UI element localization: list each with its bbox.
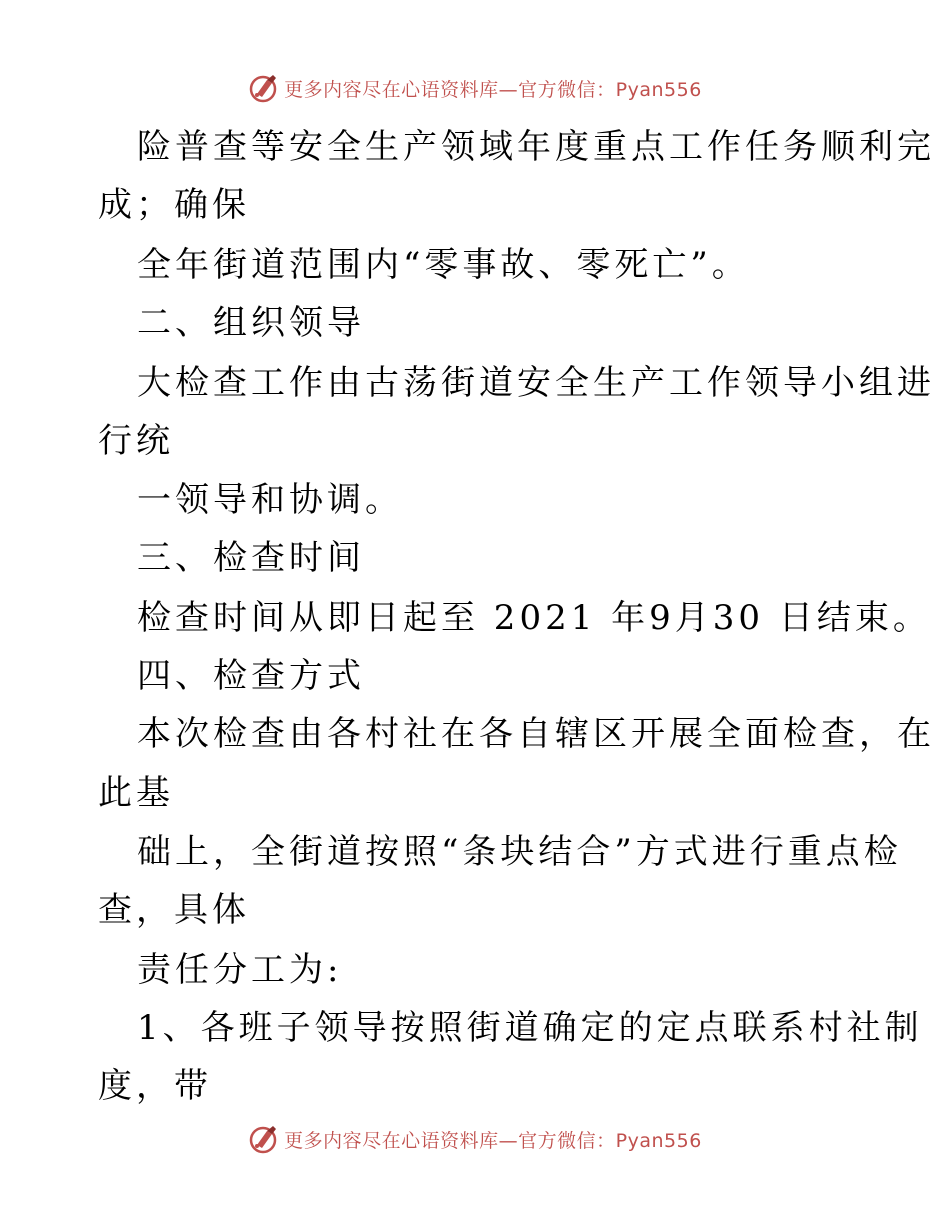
text-line: 此基: [98, 773, 174, 813]
text-line: 责任分工为:: [137, 950, 343, 990]
text-line: 础上，全街道按照“条块结合”方式进行重点检: [137, 832, 902, 872]
text-line: 行统: [98, 421, 174, 461]
text-line: 险普查等安全生产领域年度重点工作任务顺利完: [137, 127, 935, 167]
footer-banner-text: 更多内容尽在心语资料库—官方微信：Pyan556: [284, 1129, 702, 1152]
text-line: 成；确保: [98, 185, 250, 225]
text-line: 度，带: [98, 1066, 212, 1106]
text-line: 1、各班子领导按照街道确定的定点联系村社制: [137, 1008, 923, 1048]
footer-banner: [0, 1121, 950, 1157]
section-heading: 二、组织领导: [137, 303, 365, 343]
text-line: 本次检查由各村社在各自辖区开展全面检查，在: [137, 714, 935, 754]
brush-pen-logo-icon: [248, 1123, 280, 1155]
section-heading: 三、检查时间: [137, 538, 365, 578]
section-heading: 四、检查方式: [137, 656, 365, 696]
text-line: 一领导和协调。: [137, 480, 403, 520]
text-line: 大检查工作由古荡街道安全生产工作领导小组进: [137, 363, 935, 403]
text-line: 全年街道范围内“零事故、零死亡”。: [137, 245, 750, 285]
header-banner-text: 更多内容尽在心语资料库—官方微信：Pyan556: [284, 78, 702, 101]
text-line: 检查时间从即日起至 2021 年9月30 日结束。: [137, 598, 931, 638]
text-line: 查，具体: [98, 890, 250, 930]
